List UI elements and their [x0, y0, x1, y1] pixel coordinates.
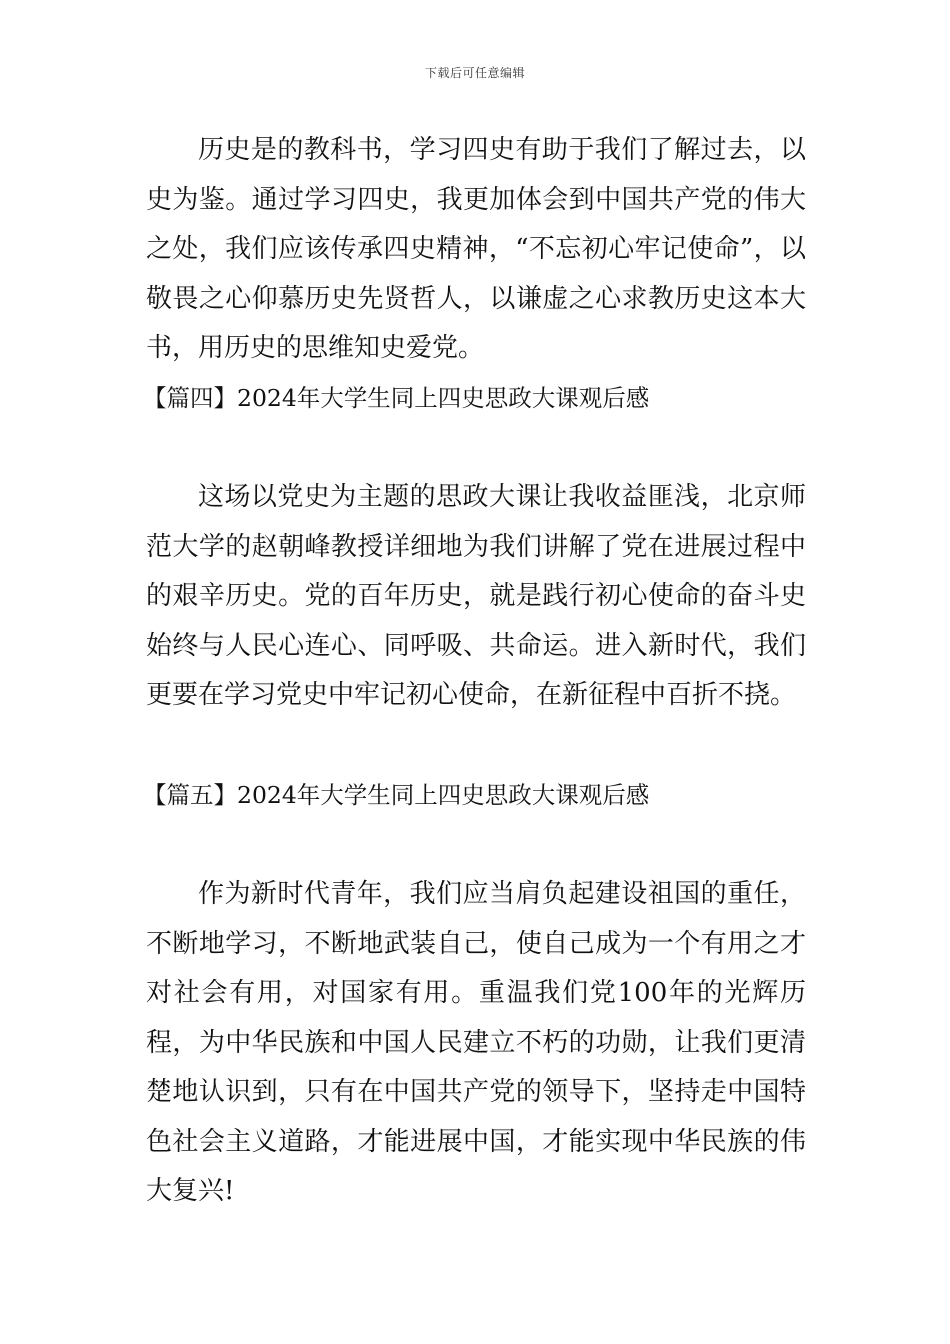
part4-paragraph: 这场以党史为主题的思政大课让我收益匪浅，北京师范大学的赵朝峰教授详细地为我们讲解了党在进展过程中的艰辛历史。党的百年历史，就是践行初心使命的奋斗史始终与人民心连心、同呼吸、共命运。进入新时代，我们更要在学习党史中牢记初心使命，在新征程中百折不挠。	[146, 482, 806, 710]
spacer	[146, 820, 806, 870]
part5-paragraph: 作为新时代青年，我们应当肩负起建设祖国的重任，不断地学习，不断地武装自己，使自己成为一个有用之才对社会有用，对国家有用。重温我们党100年的光辉历程，为中华民族和中国人民建立不朽的功勋，让我们更清楚地认识到，只有在中国共产党的领导下，坚持走中国特色社会主义道路，才能进展中国，才能实现中华民族的伟大复兴!	[146, 879, 806, 1206]
part4-heading: 【篇四】2024年大学生同上四史思政大课观后感	[143, 383, 650, 412]
document-body	[143, 126, 806, 1217]
page-header: 下载后可任意编辑	[424, 66, 525, 80]
spacer	[146, 423, 806, 473]
spacer	[146, 721, 806, 771]
part5-heading: 【篇五】2024年大学生同上四史思政大课观后感	[143, 780, 650, 809]
intro-paragraph: 历史是的教科书，学习四史有助于我们了解过去，以史为鉴。通过学习四史，我更加体会到中国共产党的伟大之处，我们应该传承四史精神，“不忘初心牢记使命”，以敬畏之心仰慕历史先贤哲人，以谦虚之心求教历史这本大书，用历史的思维知史爱党。	[146, 135, 806, 363]
